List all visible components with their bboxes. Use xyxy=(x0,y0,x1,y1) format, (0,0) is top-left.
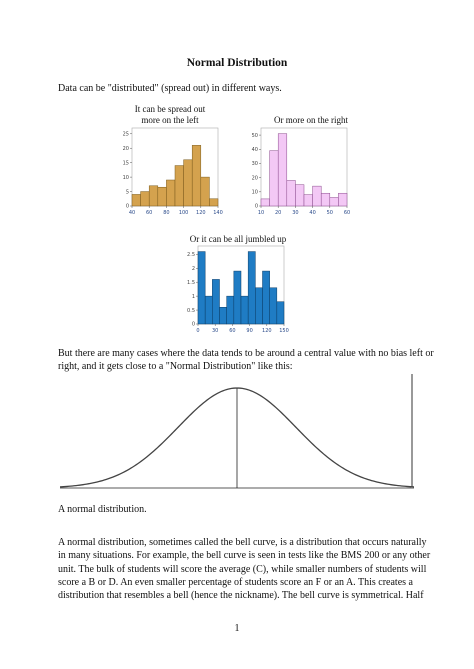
x-tick-label: 60 xyxy=(146,210,153,216)
page-title: Normal Distribution xyxy=(186,57,288,69)
y-tick-label: 10 xyxy=(122,174,129,181)
x-tick-label: 120 xyxy=(196,210,206,216)
x-tick-label: 140 xyxy=(213,210,223,216)
caption-left-line-1: It can be spread out xyxy=(134,104,206,114)
y-tick-label: 0 xyxy=(125,203,129,210)
y-tick-label: 15 xyxy=(122,160,129,167)
y-tick-label: 2 xyxy=(191,265,195,272)
y-tick-label: 40 xyxy=(251,146,258,153)
x-tick-label: 10 xyxy=(257,210,265,216)
y-tick-label: 0 xyxy=(191,321,195,328)
x-tick-label: 0 xyxy=(196,328,200,334)
y-tick-label: 0 xyxy=(254,203,258,210)
body-line: But there are many cases where the data tends to be around a central value with no bias left or xyxy=(58,348,434,359)
x-tick-label: 20 xyxy=(275,210,282,216)
y-tick-label: 20 xyxy=(251,175,258,182)
body-line: A normal distribution, sometimes called the bell curve, is a distribution that occurs naturally xyxy=(58,537,427,548)
x-tick-label: 60 xyxy=(229,328,236,334)
caption-left-line-2: more on the left xyxy=(141,115,199,125)
x-tick-label: 80 xyxy=(163,210,170,216)
curve-caption: A normal distribution. xyxy=(58,504,147,515)
y-tick-label: 10 xyxy=(251,189,258,196)
page-number: 1 xyxy=(234,623,240,634)
x-tick-label: 120 xyxy=(262,328,272,334)
intro-text: Data can be "distributed" (spread out) in different ways. xyxy=(58,83,282,94)
x-tick-label: 100 xyxy=(178,210,189,216)
x-tick-label: 50 xyxy=(326,210,333,216)
x-tick-label: 40 xyxy=(128,210,136,216)
y-tick-label: 1.5 xyxy=(187,279,195,286)
x-tick-label: 60 xyxy=(343,210,351,216)
y-tick-label: 0.5 xyxy=(187,307,195,314)
x-tick-label: 30 xyxy=(212,328,219,334)
y-tick-label: 1 xyxy=(191,293,195,300)
y-tick-label: 25 xyxy=(122,131,129,138)
y-tick-label: 2.5 xyxy=(187,252,195,259)
y-tick-label: 20 xyxy=(122,145,129,152)
caption-right: Or more on the right xyxy=(274,115,348,125)
body-line: unit. The bulk of students will score the average (C), while smaller numbers of students will xyxy=(58,563,427,575)
body-line: distribution that resembles a bell (hence the nickname). The bell curve is symmetrical. Half xyxy=(58,590,424,602)
body-line: in many situations. For example, the bell curve is seen in tests like the BMS 200 or any other xyxy=(58,550,431,562)
x-tick-label: 90 xyxy=(246,328,253,334)
y-tick-label: 50 xyxy=(251,132,258,139)
caption-jumbled: Or it can be all jumbled up xyxy=(189,234,287,244)
y-tick-label: 5 xyxy=(125,189,129,196)
x-tick-label: 150 xyxy=(279,328,289,334)
x-tick-label: 30 xyxy=(292,210,299,216)
x-tick-label: 40 xyxy=(309,210,316,216)
body-line: score a B or D. An even smaller percentage of students score an F or an A. This creates a xyxy=(58,576,413,588)
body-line: right, and it gets close to a "Normal Distribution" like this: xyxy=(58,361,293,373)
body-paragraph-2 xyxy=(58,536,438,602)
y-tick-label: 30 xyxy=(251,161,258,168)
